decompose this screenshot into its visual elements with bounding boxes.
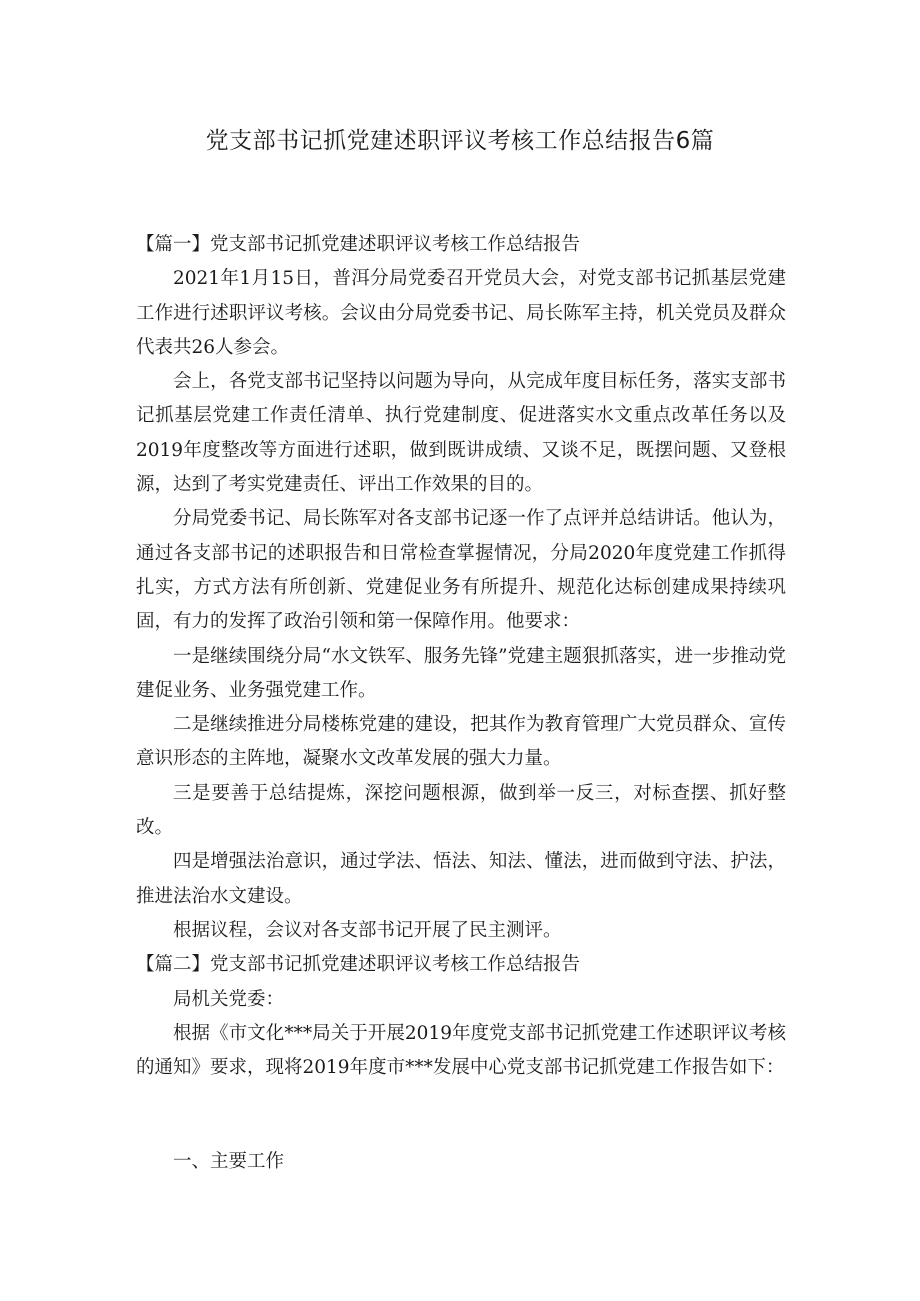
paragraph: 根据议程，会议对各支部书记开展了民主测评。 (173, 919, 562, 941)
subheading-main-work: 一、主要工作 (173, 1151, 285, 1173)
paragraph: 局机关党委： (173, 988, 285, 1010)
section-heading-1: 【篇一】党支部书记抓党建述职评议考核工作总结报告 (136, 234, 581, 255)
paragraph: 三是要善于总结提炼，深挖问题根源，做到举一反三，对标查摆、抓好整改。 (136, 782, 786, 839)
document-body (136, 228, 786, 1180)
paragraph: 一是继续围绕分局“水文铁军、服务先锋”党建主题狠抓落实，进一步推动党建促业务、业务强党建工作。 (136, 645, 786, 701)
spacer (136, 1085, 786, 1145)
section-heading-2: 【篇二】党支部书记抓党建述职评议考核工作总结报告 (136, 954, 581, 976)
paragraph: 根据《市文化***局关于开展2019年度党支部书记抓党建工作述职评议考核的通知》要求，现将2019年度市***发展中心党支部书记抓党建工作报告如下： (136, 1022, 786, 1079)
document-title: 党支部书记抓党建述职评议考核工作总结报告6篇 (205, 128, 715, 154)
paragraph: 2021年1月15日，普洱分局党委召开党员大会，对党支部书记抓基层党建工作进行述职评议考核。会议由分局党委书记、局长陈军主持，机关党员及群众代表共26人参会。 (136, 268, 786, 358)
paragraph: 四是增强法治意识，通过学法、悟法、知法、懂法，进而做到守法、护法，推进法治水文建设。 (136, 851, 786, 907)
paragraph: 分局党委书记、局长陈军对各支部书记逐一作了点评并总结讲话。他认为，通过各支部书记的述职报告和日常检查掌握情况，分局2020年度党建工作抓得扎实，方式方法有所创新、党建促业务有所提升、规范化达标创建成果持续巩固，有力的发挥了政治引领和第一保障作用。他要求： (136, 508, 786, 633)
paragraph: 会上，各党支部书记坚持以问题为导向，从完成年度目标任务，落实支部书记抓基层党建工作责任清单、执行党建制度、促进落实水文重点改革任务以及2019年度整改等方面进行述职，做到既讲成绩、又谈不足，既摆问题、又登根源，达到了考实党建责任、评出工作效果的目的。 (136, 371, 786, 496)
paragraph: 二是继续推进分局楼栋党建的建设，把其作为教育管理广大党员群众、宣传意识形态的主阵地，凝聚水文改革发展的强大力量。 (136, 714, 786, 770)
